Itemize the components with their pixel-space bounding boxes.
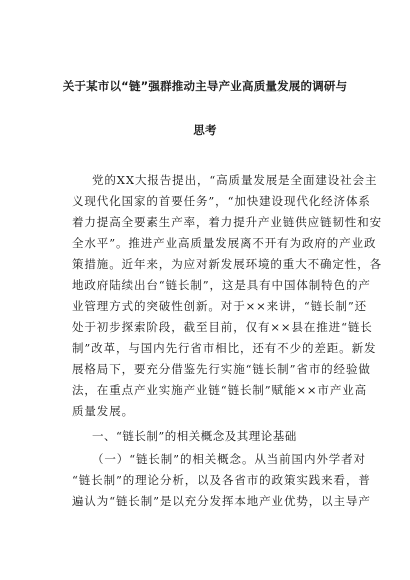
paragraph-line: 全水平”。推进产业高质量发展离不开有为政府的产业政 [72, 236, 377, 250]
paragraph-line: 遍认为“链长制”是以充分发挥本地产业优势，以主导产 [72, 494, 371, 508]
paragraph-line: 展格局下，要充分借鉴先行实施“链长制”省市的经验做 [72, 362, 371, 376]
paragraph-line: 制”改革，与国内先行省市相比，还有不少的差距。新发 [72, 341, 377, 355]
paragraph-line: 着力提高全要素生产率，着力提升产业链供应链韧性和安 [72, 215, 382, 229]
paragraph-line: 策措施。近年来，为应对新发展环境的重大不确定性，各 [72, 257, 382, 271]
paragraph-line: （一）“链长制”的相关概念。从当前国内外学者对 [92, 452, 366, 466]
paragraph-line: 党的XX大报告提出，“高质量发展是全面建设社会主 [92, 173, 378, 187]
paragraph-line: 法，在重点产业实施产业链“链长制”赋能××市产业高 [72, 383, 368, 397]
document-title-line-1: 关于某市以“链”强群推动主导产业高质量发展的调研与 [62, 79, 348, 93]
paragraph-line: 业管理方式的突破性创新。对于××来讲，“链长制”还 [72, 299, 368, 313]
paragraph-line: “链长制”的理论分析，以及各省市的政策实践来看，普 [72, 473, 371, 487]
paragraph-line: 处于初步探索阶段，截至目前，仅有××县在推进“链长 [72, 320, 373, 334]
section-heading: 一、“链长制”的相关概念及其理论基础 [92, 429, 297, 443]
paragraph-line: 质量发展。 [72, 404, 134, 418]
document-title-line-2: 思考 [193, 123, 217, 137]
paragraph-line: 义现代化国家的首要任务”，“加快建设现代化经济体系 [72, 194, 371, 208]
paragraph-line: 地政府陆续出台“链长制”，这是具有中国体制特色的产 [72, 278, 371, 292]
